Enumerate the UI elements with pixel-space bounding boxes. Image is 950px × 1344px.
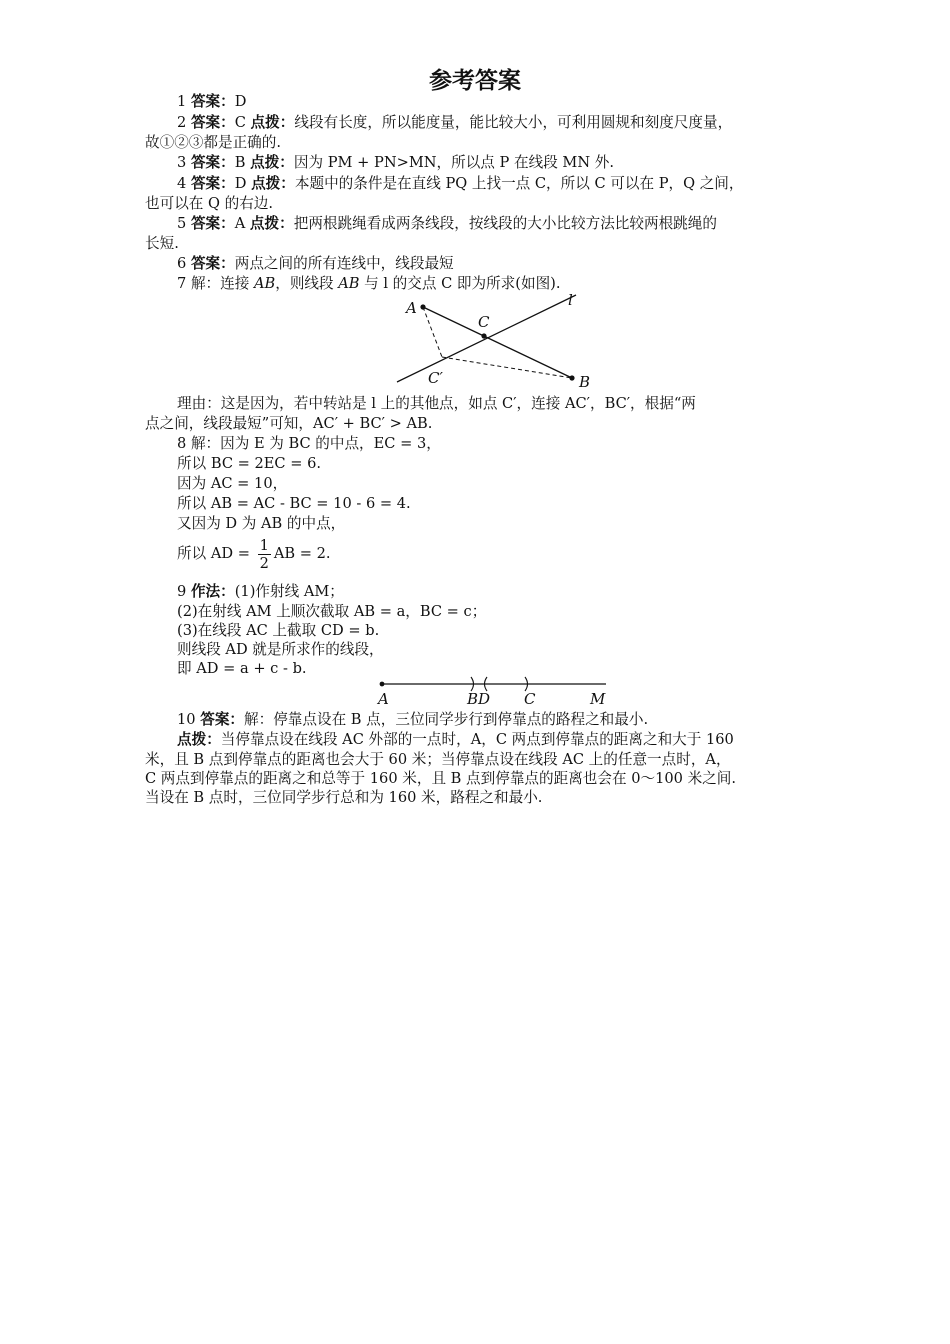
answer-10-hint-line-2: 米，且 B 点到停靠点的距离也会大于 60 米；当停靠点设在线段 AC 上的任意一点时，A，	[145, 751, 731, 768]
answer-10-hint-line-4: 当设在 B 点时，三位同学步行总和为 160 米，路程之和最小.	[145, 789, 543, 806]
answer-text: D	[234, 175, 252, 192]
solution-text: 解：因为 E 为 BC 的中点，EC = 3，	[190, 435, 441, 452]
answer-label: 答案：	[200, 711, 245, 728]
answer-text: 两点之间的所有连线中，线段最短	[234, 255, 454, 272]
intro-text-a: 解：连接	[190, 275, 254, 292]
question-number: 9	[177, 583, 191, 600]
answer-8-line-4: 所以 AB = AC - BC = 10 - 6 = 4.	[177, 495, 411, 512]
intro-text-c: 与 l 的交点 C 即为所求(如图).	[359, 275, 561, 292]
label-b: B	[579, 373, 591, 391]
question-number: 4	[177, 175, 191, 192]
question-number: 5	[177, 215, 191, 232]
label-m: M	[590, 690, 606, 708]
segment-ab: AB	[253, 275, 276, 292]
answer-4-line-1	[177, 174, 852, 193]
hint-label: 点拨：	[251, 175, 295, 192]
hint-label: 点拨：	[177, 731, 221, 748]
answer-2-line-1	[177, 113, 852, 132]
answer-label: 答案：	[190, 215, 235, 232]
label-c: C	[478, 313, 490, 331]
label-a: A	[406, 299, 417, 317]
point-b	[569, 375, 574, 380]
question-number: 10	[177, 711, 201, 728]
answer-text: 解：停靠点设在 B 点，三位同学步行到停靠点的路程之和最小.	[244, 711, 649, 728]
question-number: 6	[177, 255, 191, 272]
label-a: A	[378, 690, 389, 708]
hint-text: 把两根跳绳看成两条线段，按线段的大小比较方法比较两根跳绳的	[293, 215, 717, 232]
equation-left: 所以 AD =	[177, 545, 255, 562]
hint-text: 本题中的条件是在直线 PQ 上找一点 C，所以 C 可以在 P，Q 之间，	[294, 175, 744, 192]
hint-label: 点拨：	[250, 154, 294, 171]
question-number: 3	[177, 154, 191, 171]
figure-ray-construction	[372, 672, 612, 710]
answer-9-line-1	[177, 582, 852, 601]
answer-8-line-1	[177, 434, 852, 453]
answer-9-line-3: (3)在线段 AC 上截取 CD = b.	[177, 622, 380, 639]
answer-1	[177, 92, 852, 111]
fraction-denominator: 2	[259, 554, 269, 572]
answer-5-line-2: 长短.	[145, 235, 179, 252]
point-a	[380, 682, 385, 687]
answer-9-line-2: (2)在射线 AM 上顺次截取 AB = a，BC = c；	[177, 603, 487, 620]
answer-text: B	[234, 154, 251, 171]
point-c	[481, 333, 486, 338]
answer-9-line-5: 即 AD = a + c - b.	[177, 660, 307, 677]
fraction-one-half	[258, 537, 271, 572]
segment-ab: AB	[338, 275, 360, 292]
answer-2-line-2: 故①②③都是正确的.	[145, 134, 281, 151]
answer-9-line-4: 则线段 AD 就是所求作的线段，	[177, 641, 384, 658]
answer-label: 答案：	[190, 255, 235, 272]
answer-10-hint-line-1	[177, 730, 852, 749]
answer-7-reason-1: 理由：这是因为，若中转站是 l 上的其他点，如点 C′，连接 AC′，BC′，根据“两	[177, 395, 696, 412]
question-number: 2	[177, 114, 191, 131]
answer-6	[177, 254, 852, 273]
intro-text-b: ，则线段	[275, 275, 339, 292]
figure-line-intersection	[390, 290, 610, 394]
page-title: 参考答案	[429, 68, 521, 94]
question-number: 7	[177, 275, 191, 292]
equation-right: AB = 2.	[273, 545, 331, 562]
point-a	[420, 304, 425, 309]
answer-4-line-2: 也可以在 Q 的右边.	[145, 195, 274, 212]
answer-5-line-1	[177, 214, 852, 233]
answer-label: 答案：	[190, 175, 235, 192]
label-bd: BD	[467, 690, 491, 708]
answer-8-line-6	[177, 534, 852, 574]
answer-label: 答案：	[190, 154, 235, 171]
answer-7-reason-2: 点之间，线段最短”可知，AC′ + BC′ > AB.	[145, 415, 433, 432]
answer-8-line-3: 因为 AC = 10，	[177, 475, 288, 492]
label-l: l	[568, 291, 573, 309]
hint-text: 因为 PM + PN>MN，所以点 P 在线段 MN 外.	[293, 154, 615, 171]
hint-text: 线段有长度，所以能度量，能比较大小，可利用圆规和刻度尺度量，	[294, 114, 733, 131]
answer-3	[177, 153, 852, 172]
answer-text: C	[234, 114, 251, 131]
hint-label: 点拨：	[249, 215, 294, 232]
question-number: 8	[177, 435, 191, 452]
answer-8-line-5: 又因为 D 为 AB 的中点，	[177, 515, 346, 532]
answer-8-line-2: 所以 BC = 2EC = 6.	[177, 455, 322, 472]
segment-ab	[423, 307, 572, 378]
answer-10	[177, 710, 852, 729]
answer-10-hint-line-3: C 两点到停靠点的距离之和总等于 160 米，且 B 点到停靠点的距离也会在 0～100 米之间.	[145, 770, 736, 787]
hint-text: 当停靠点设在线段 AC 外部的一点时，A，C 两点到停靠点的距离之和大于 160	[220, 731, 734, 748]
dashed-bc-prime	[442, 357, 572, 378]
label-c-prime: C′	[428, 369, 443, 387]
answer-text: D	[234, 93, 247, 110]
answer-label: 答案：	[190, 114, 235, 131]
hint-label: 点拨：	[250, 114, 295, 131]
label-c: C	[524, 690, 536, 708]
fraction-numerator: 1	[259, 536, 269, 554]
method-step-1: (1)作射线 AM；	[234, 583, 344, 600]
answer-label: 答案：	[190, 93, 235, 110]
answer-text: A	[234, 215, 250, 232]
question-number: 1	[177, 93, 191, 110]
method-label: 作法：	[190, 583, 235, 600]
